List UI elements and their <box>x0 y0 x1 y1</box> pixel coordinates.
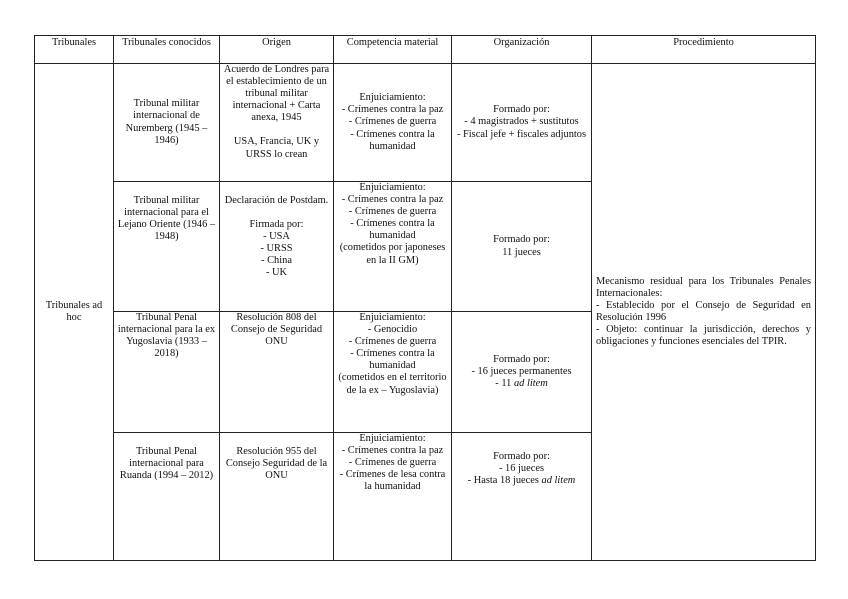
origen-text: Resolución 808 del Consejo de Seguridad ONU <box>230 312 323 348</box>
competencia-line: (cometidos en el territorio de la ex – Yugoslavia) <box>338 372 447 396</box>
competencia-line: - Crímenes de lesa contra la humanidad <box>339 469 446 493</box>
competencia-line: - Crímenes contra la humanidad <box>350 128 435 152</box>
header-tribunales-conocidos: Tribunales conocidos <box>114 36 220 64</box>
competencia-line: - Crímenes de guerra <box>348 116 437 128</box>
organizacion-line: Formado por: <box>493 104 550 116</box>
origen-text: Acuerdo de Londres para el establecimiento de un tribunal militar internacional + Carta anexa, 1945 <box>223 64 330 124</box>
tribunal-name: Tribunal Penal internacional para Ruanda (1994 – 2012) <box>114 433 220 561</box>
ad-litem-text: ad litem <box>541 475 576 487</box>
organizacion-line: Formado por: <box>493 234 550 246</box>
origen-text: Declaración de Postdam. <box>224 195 329 206</box>
competencia-line: Enjuiciamiento: <box>359 182 426 193</box>
origen-text: - UK <box>265 267 288 279</box>
tribunals-table <box>34 35 816 561</box>
competencia-line: - Crímenes contra la humanidad <box>350 348 435 372</box>
competencia-line: - Crímenes contra la humanidad <box>350 218 435 242</box>
organizacion-cell <box>452 182 592 312</box>
origen-text: - URSS <box>260 243 293 255</box>
competencia-line: - Crímenes contra la paz <box>341 445 444 457</box>
origen-cell <box>220 182 334 312</box>
organizacion-line: 11 jueces <box>502 246 541 258</box>
procedimiento-line: Mecanismo residual para los Tribunales Penales Internacionales: <box>596 275 811 299</box>
group-label: Tribunales ad hoc <box>35 64 114 561</box>
competencia-cell <box>334 433 452 561</box>
competencia-cell <box>334 312 452 433</box>
competencia-line: - Crímenes de guerra <box>348 457 437 469</box>
procedimiento-cell <box>592 64 816 561</box>
origen-text: - China <box>261 255 292 267</box>
ad-litem-text: ad litem <box>513 378 548 390</box>
organizacion-line <box>454 475 589 487</box>
organizacion-line: - 16 jueces permanentes <box>471 365 572 377</box>
tribunal-name: Tribunal militar internacional de Nuremberg (1945 – 1946) <box>114 64 220 182</box>
table-row <box>35 64 816 182</box>
organizacion-line-prefix: - 11 <box>495 378 514 390</box>
header-competencia: Competencia material <box>334 36 452 64</box>
competencia-line: - Crímenes de guerra <box>348 336 437 348</box>
organizacion-cell <box>452 433 592 561</box>
tribunal-name: Tribunal Penal internacional para la ex Yugoslavia (1933 – 2018) <box>114 312 220 433</box>
origen-text: USA, Francia, UK y URSS lo crean <box>233 136 320 160</box>
origen-cell <box>220 312 334 433</box>
header-procedimiento: Procedimiento <box>592 36 816 64</box>
competencia-line: - Genocidio <box>367 324 418 336</box>
organizacion-line: - 4 magistrados + sustitutos <box>464 116 579 128</box>
competencia-line: Enjuiciamiento: <box>359 312 426 323</box>
origen-cell <box>220 433 334 561</box>
tribunal-name: Tribunal militar internacional para el Lejano Oriente (1946 – 1948) <box>114 182 220 312</box>
competencia-line: - Crímenes de guerra <box>348 206 437 218</box>
competencia-line: Enjuiciamiento: <box>359 92 426 104</box>
organizacion-cell <box>452 64 592 182</box>
organizacion-line-prefix: - Hasta 18 jueces <box>467 475 542 487</box>
competencia-cell <box>334 64 452 182</box>
organizacion-line <box>454 378 589 390</box>
origen-text: - USA <box>263 231 290 243</box>
header-origen: Origen <box>220 36 334 64</box>
competencia-line: (cometidos por japoneses en la II GM) <box>339 242 446 266</box>
organizacion-cell <box>452 312 592 433</box>
competencia-line: - Crímenes contra la paz <box>341 194 444 206</box>
competencia-cell <box>334 182 452 312</box>
header-tribunales: Tribunales <box>35 36 114 64</box>
competencia-line: - Crímenes contra la paz <box>341 104 444 116</box>
header-organizacion: Organización <box>452 36 592 64</box>
organizacion-line: - Fiscal jefe + fiscales adjuntos <box>456 128 587 140</box>
competencia-line: Enjuiciamiento: <box>359 433 426 444</box>
organizacion-line: Formado por: <box>493 451 550 462</box>
origen-text: Resolución 955 del Consejo Seguridad de la ONU <box>225 446 328 482</box>
origen-text: Firmada por: <box>249 219 304 231</box>
header-row <box>35 36 816 64</box>
procedimiento-line: - Establecido por el Consejo de Seguridad en Resolución 1996 <box>596 299 811 323</box>
organizacion-line: Formado por: <box>493 353 550 365</box>
origen-cell <box>220 64 334 182</box>
organizacion-line: - 16 jueces <box>498 463 544 475</box>
procedimiento-line: - Objeto: continuar la jurisdicción, derechos y obligaciones y funciones esenciales del TPIR. <box>596 324 811 348</box>
